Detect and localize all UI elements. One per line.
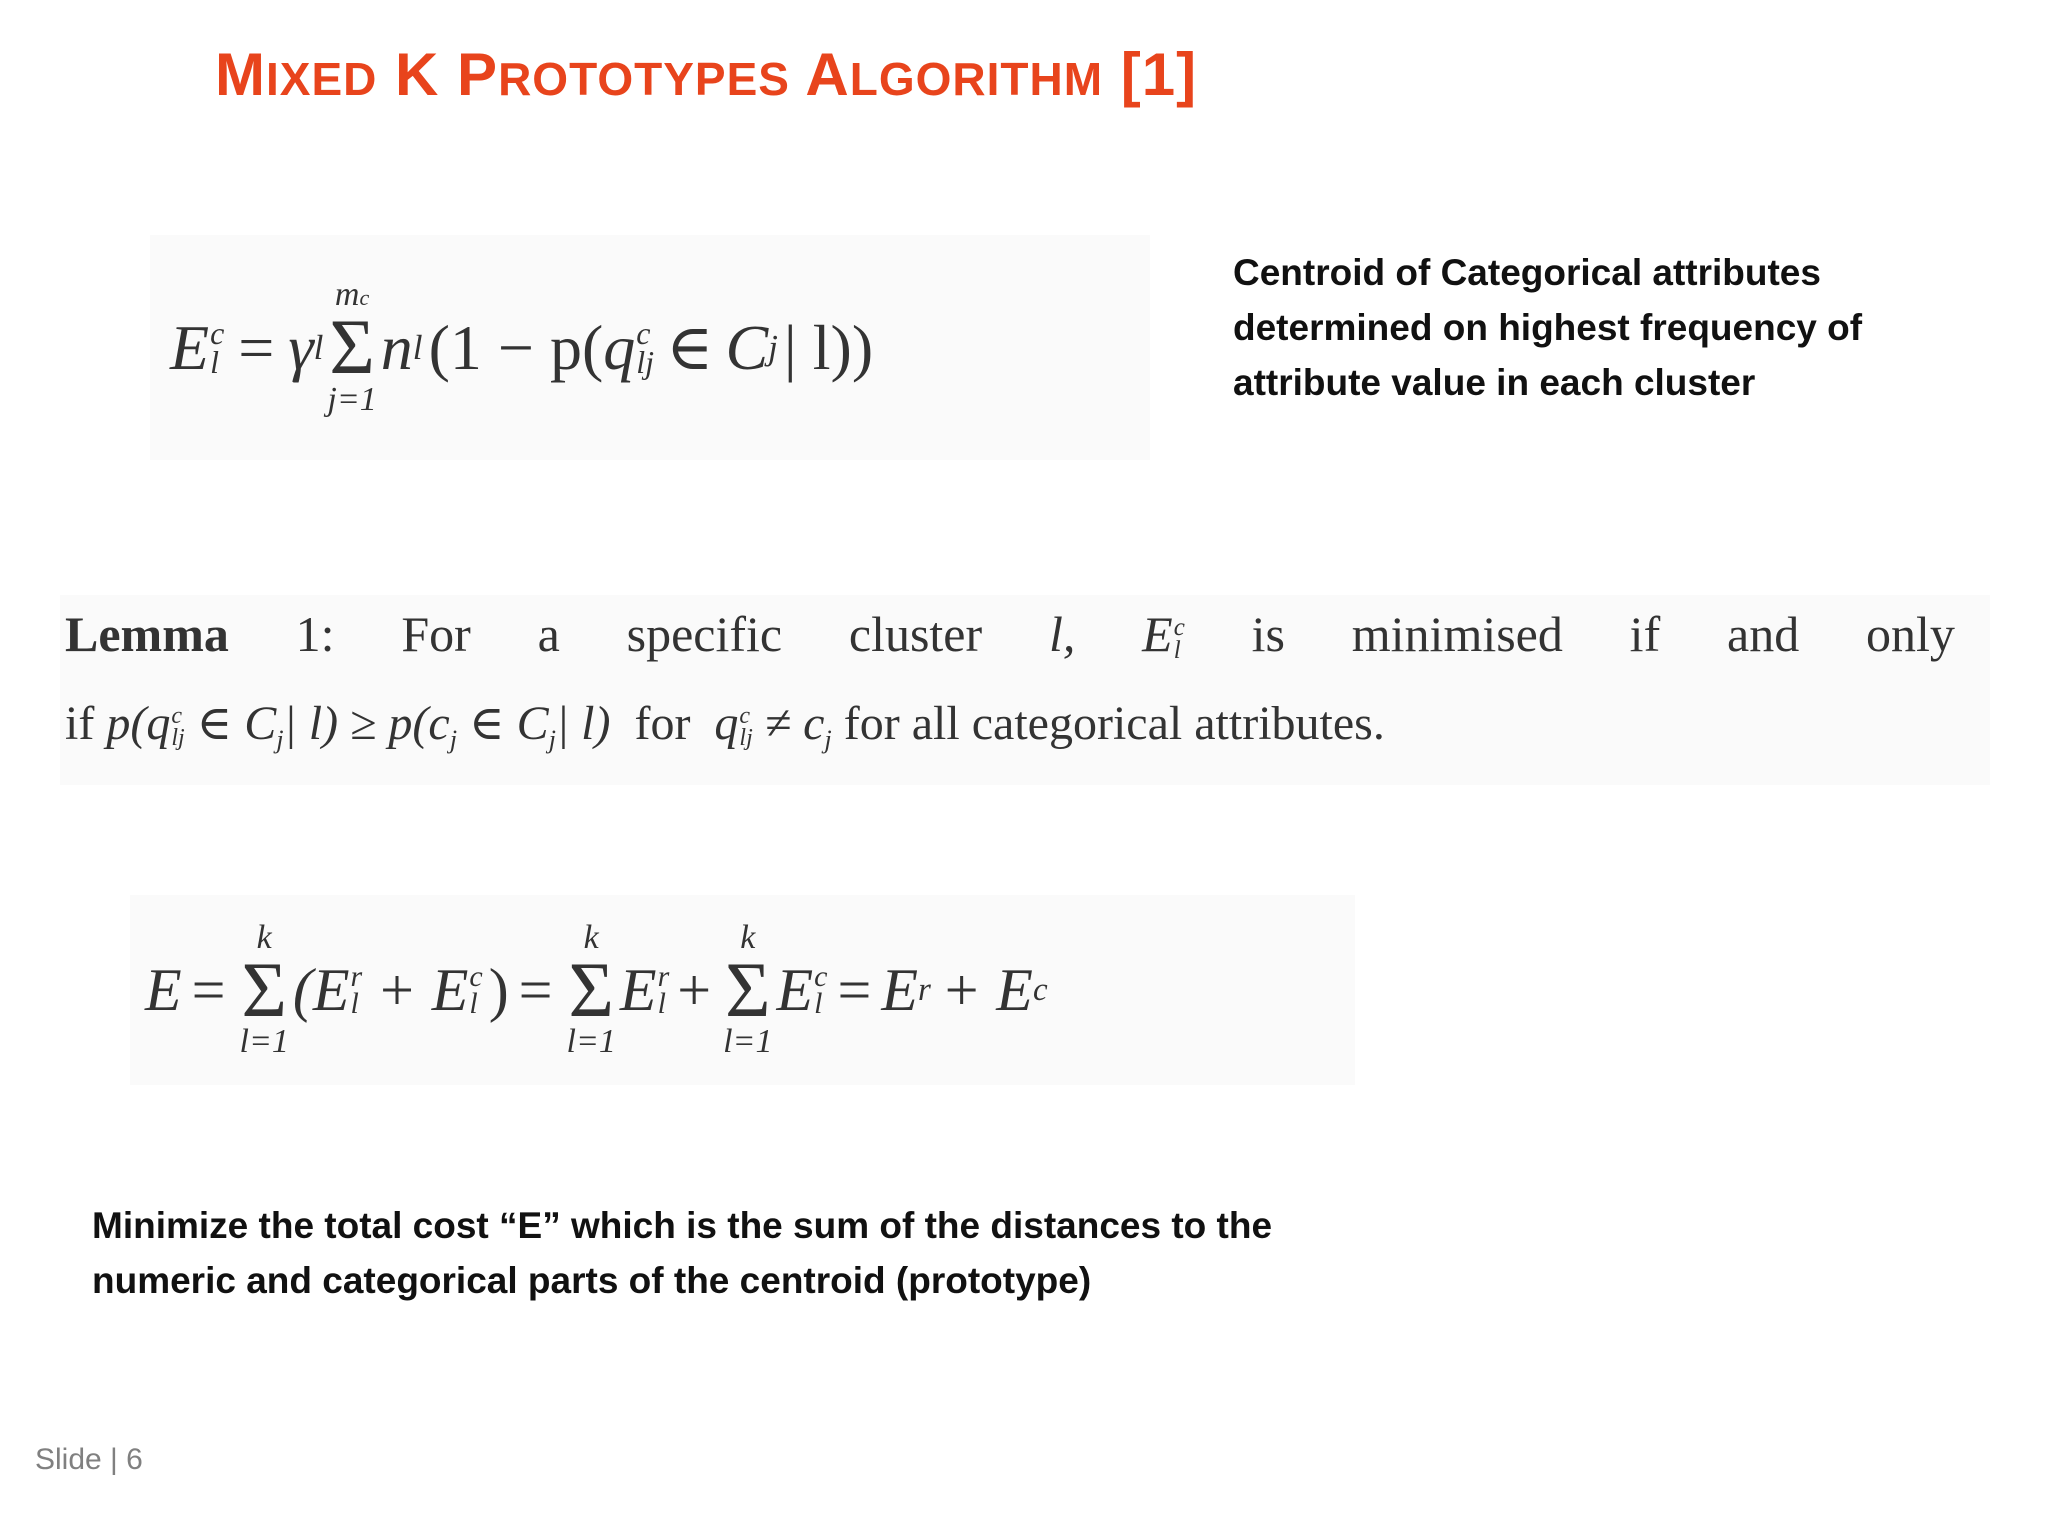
formula2-Er: E bbox=[619, 956, 657, 1023]
formula2-sum1: k Σ l=1 bbox=[239, 918, 289, 1061]
formula2-Ec: E bbox=[776, 956, 814, 1023]
lemma2-cj: j bbox=[449, 724, 458, 755]
formula1-lhs: E bbox=[170, 311, 210, 383]
title-reference: [1] bbox=[1120, 41, 1198, 108]
formula1-equals: = bbox=[238, 311, 275, 383]
formula1-q-scripts: c lj bbox=[636, 314, 655, 380]
lemma-word-specific: specific bbox=[626, 606, 783, 662]
lemma2-in2: ∈ C bbox=[469, 697, 549, 750]
lemma2-q2-scripts: c lj bbox=[739, 703, 753, 751]
formula1-q: q bbox=[603, 311, 636, 383]
slide-number: Slide | 6 bbox=[35, 1443, 143, 1476]
formula2-plus: + E bbox=[376, 956, 469, 1023]
formula2-eq3: = bbox=[837, 956, 872, 1023]
title-word-prototypes-cap: P bbox=[457, 41, 499, 108]
lemma-E: E c l bbox=[1142, 606, 1185, 664]
formula1-n-sub: l bbox=[412, 327, 423, 367]
formula2-eq2: = bbox=[518, 956, 553, 1023]
formula2-eq: = bbox=[191, 956, 226, 1023]
lemma-word-if: if bbox=[1629, 606, 1661, 662]
title-word-k: K bbox=[395, 41, 440, 108]
formula1-summation: mc Σ j=1 bbox=[327, 276, 377, 418]
lemma2-q-scripts: c lj bbox=[171, 703, 185, 751]
lemma-block bbox=[60, 595, 1990, 785]
lemma2-tail: for all categorical attributes. bbox=[843, 697, 1385, 750]
formula2-final-c: c bbox=[1032, 971, 1048, 1008]
formula2-sum3: k Σ l=1 bbox=[723, 918, 773, 1061]
formula1-C: C bbox=[725, 311, 769, 383]
formula-categorical-cost bbox=[150, 235, 1150, 460]
centroid-note bbox=[1233, 245, 1862, 410]
lemma2-end: | l) bbox=[555, 697, 611, 750]
centroid-note-line2: determined on highest frequency of bbox=[1233, 307, 1863, 348]
formula1-gamma: γ bbox=[288, 311, 314, 383]
lemma-number: 1: bbox=[295, 606, 335, 662]
title-word-algorithm-rest: LGORITHM bbox=[849, 53, 1104, 105]
lemma2-for: for bbox=[634, 697, 691, 750]
lemma-label: Lemma bbox=[65, 606, 229, 662]
lemma2-mid: | l) ≥ p(c bbox=[283, 697, 450, 750]
formula2-Ec-scripts: c l bbox=[469, 960, 483, 1020]
centroid-note-line1: Centroid of Categorical attributes bbox=[1233, 252, 1821, 293]
lemma2-neq: ≠ c bbox=[764, 697, 825, 750]
formula2-Ec2-scripts: c l bbox=[814, 960, 828, 1020]
formula2-final-r: r bbox=[917, 971, 931, 1008]
slide-title bbox=[215, 40, 1197, 109]
title-word-algorithm-cap: A bbox=[805, 41, 850, 108]
lemma2-in: ∈ C bbox=[196, 697, 277, 750]
lemma2-if: if bbox=[65, 697, 95, 750]
formula2-final-plus: + E bbox=[940, 956, 1033, 1023]
formula2-plus2: + bbox=[677, 956, 712, 1023]
formula2-close: ) bbox=[488, 956, 509, 1023]
lemma-word-and: and bbox=[1727, 606, 1800, 662]
formula1-C-sub: j bbox=[768, 327, 778, 367]
lemma-line2 bbox=[65, 695, 1385, 755]
title-word-prototypes-rest: ROTOTYPES bbox=[498, 53, 790, 105]
lemma-word-minimised: minimised bbox=[1351, 606, 1563, 662]
formula1-n: n bbox=[380, 311, 413, 383]
formula2-Er-scripts: r l bbox=[350, 960, 363, 1020]
lemma2-j: j bbox=[276, 724, 284, 755]
minimize-note-line1: Minimize the total cost “E” which is the sum of the distances to the bbox=[92, 1205, 1273, 1246]
lemma-word-cluster: cluster bbox=[848, 606, 983, 662]
formula2-final-E: E bbox=[881, 956, 918, 1023]
lemma2-q2: q bbox=[714, 697, 739, 750]
lemma-word-is: is bbox=[1251, 606, 1285, 662]
formula2-sum2: k Σ l=1 bbox=[566, 918, 616, 1061]
title-word-mixed-cap: M bbox=[215, 41, 266, 108]
formula2-Er2-scripts: r l bbox=[657, 960, 670, 1020]
lemma-word-a: a bbox=[537, 606, 560, 662]
formula-total-cost bbox=[130, 895, 1355, 1085]
lemma2-q: q bbox=[146, 697, 171, 750]
formula1-lhs-scripts: c l bbox=[210, 314, 225, 380]
formula1-gamma-sub: l bbox=[313, 327, 324, 367]
formula1-in: ∈ bbox=[666, 311, 714, 383]
title-word-mixed-rest: IXED bbox=[265, 53, 378, 105]
lemma-word-for: For bbox=[401, 606, 471, 662]
minimize-note bbox=[92, 1198, 1272, 1308]
centroid-note-line3: attribute value in each cluster bbox=[1233, 362, 1756, 403]
formula1-open: (1 − p( bbox=[428, 311, 604, 383]
lemma-cluster-var: l, bbox=[1048, 606, 1076, 662]
lemma2-p: p( bbox=[106, 697, 147, 750]
lemma-line1 bbox=[65, 605, 1955, 663]
lemma2-cj2: j bbox=[824, 724, 832, 755]
lemma2-j2: j bbox=[548, 724, 556, 755]
formula2-E: E bbox=[145, 956, 182, 1023]
formula1-close: | l)) bbox=[783, 311, 874, 383]
lemma-word-only: only bbox=[1866, 606, 1955, 662]
formula2-open: (E bbox=[292, 956, 350, 1023]
minimize-note-line2: numeric and categorical parts of the centroid (prototype) bbox=[92, 1260, 1092, 1301]
